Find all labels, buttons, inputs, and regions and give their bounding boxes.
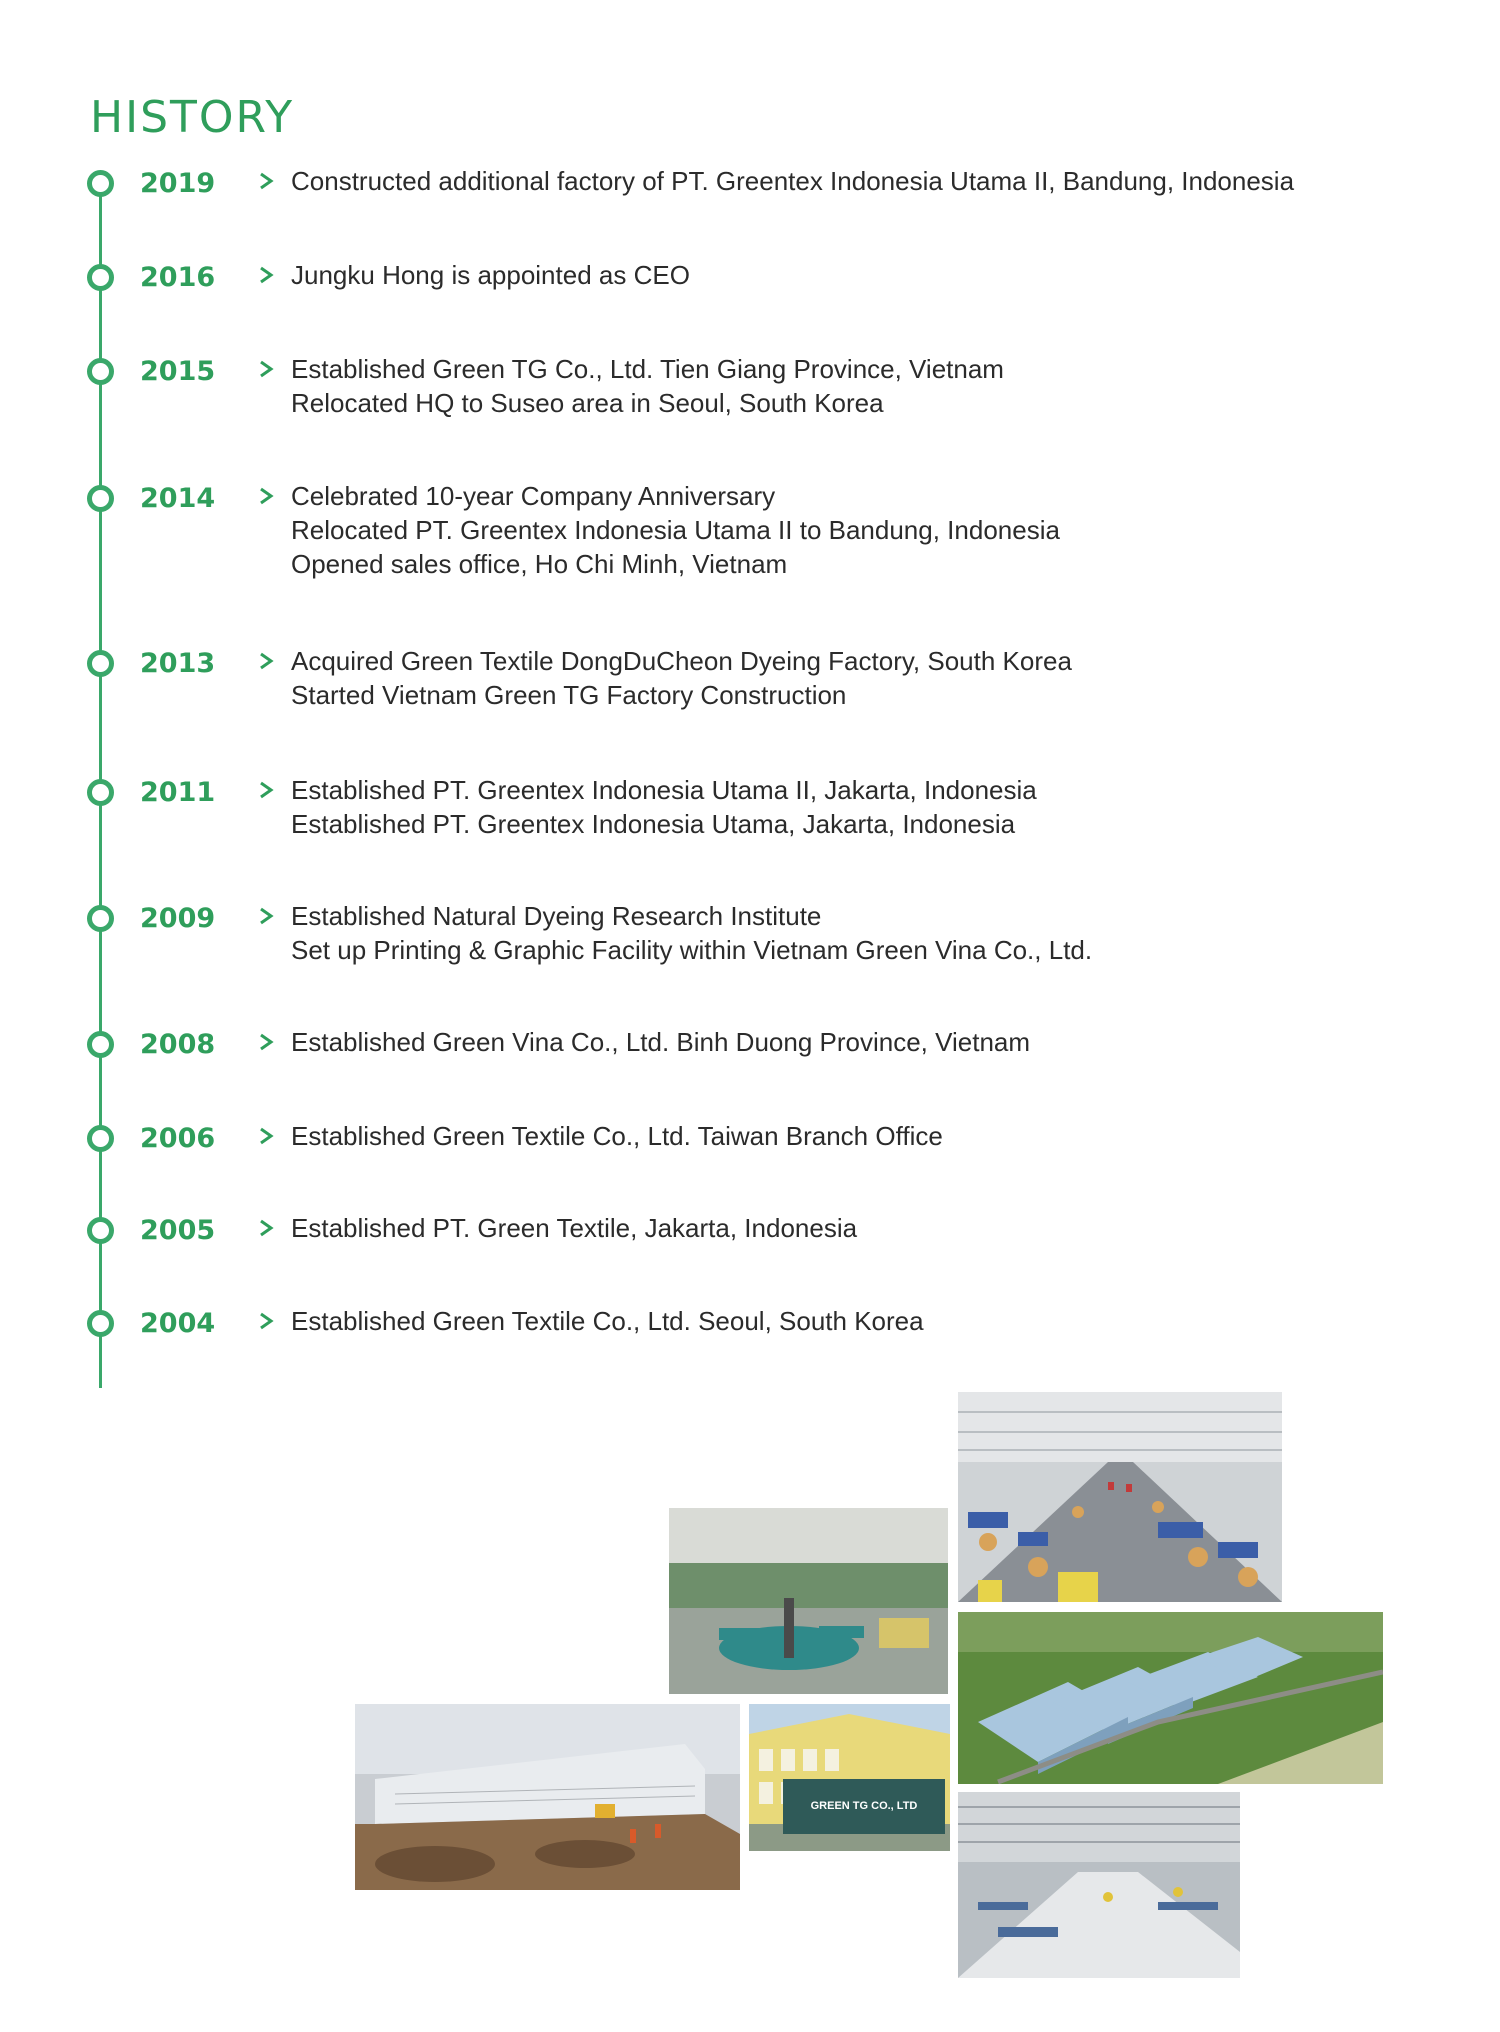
timeline-description: [291, 773, 1037, 841]
timeline-description-line: Started Vietnam Green TG Factory Construction: [291, 680, 847, 710]
timeline-description-line: Established PT. Greentex Indonesia Utama, Jakarta, Indonesia: [291, 809, 1016, 839]
timeline-description-line: Celebrated 10-year Company Anniversary: [291, 481, 776, 511]
timeline-node-icon: [87, 1217, 114, 1244]
chevron-right-icon: [258, 359, 274, 379]
chevron-right-icon: [258, 265, 274, 285]
photo-green-tg-office: [749, 1704, 950, 1851]
timeline-node-icon: [87, 1310, 114, 1337]
timeline-description: [291, 644, 1072, 712]
timeline-node-icon: [87, 779, 114, 806]
timeline-node-icon: [87, 485, 114, 512]
chevron-right-icon: [258, 1032, 274, 1052]
timeline-description-line: Established Green Textile Co., Ltd. Taiwan Branch Office: [291, 1121, 943, 1151]
chevron-right-icon: [258, 780, 274, 800]
timeline-description-line: Constructed additional factory of PT. Greentex Indonesia Utama II, Bandung, Indonesia: [291, 166, 1295, 196]
timeline-node-icon: [87, 650, 114, 677]
timeline-year: 2006: [140, 1123, 216, 1154]
timeline-year: 2014: [140, 483, 216, 514]
timeline-year: 2015: [140, 356, 216, 387]
timeline-node-icon: [87, 264, 114, 291]
timeline-node-icon: [87, 358, 114, 385]
page-title: HISTORY: [90, 92, 295, 143]
timeline-year: 2009: [140, 903, 216, 934]
timeline-year: 2004: [140, 1308, 216, 1339]
photo-factory-aerial: [958, 1612, 1383, 1784]
timeline-description-line: Relocated PT. Greentex Indonesia Utama II to Bandung, Indonesia: [291, 515, 1060, 545]
timeline-description-line: Established Natural Dyeing Research Institute: [291, 901, 822, 931]
timeline-year: 2008: [140, 1029, 216, 1060]
timeline-description: [291, 1304, 924, 1338]
chevron-right-icon: [258, 906, 274, 926]
timeline-node-icon: [87, 170, 114, 197]
timeline-year: 2016: [140, 262, 216, 293]
timeline-description-line: Set up Printing & Graphic Facility within Vietnam Green Vina Co., Ltd.: [291, 935, 1093, 965]
timeline-description-line: Established Green Textile Co., Ltd. Seoul, South Korea: [291, 1306, 924, 1336]
timeline-node-icon: [87, 1125, 114, 1152]
timeline-description-line: Established PT. Green Textile, Jakarta, Indonesia: [291, 1213, 858, 1243]
chevron-right-icon: [258, 1218, 274, 1238]
timeline-description-line: Established Green Vina Co., Ltd. Binh Duong Province, Vietnam: [291, 1027, 1031, 1057]
timeline-year: 2011: [140, 777, 216, 808]
office-sign-text: GREEN TG CO., LTD: [810, 1800, 918, 1812]
timeline-description: [291, 479, 1060, 581]
timeline-year: 2005: [140, 1215, 216, 1246]
chevron-right-icon: [258, 1311, 274, 1331]
timeline-description: [291, 164, 1294, 198]
photo-factory-interior: [958, 1792, 1240, 1978]
timeline-description: [291, 352, 1004, 420]
timeline-description-line: Opened sales office, Ho Chi Minh, Vietnam: [291, 549, 788, 579]
timeline-description-line: Established PT. Greentex Indonesia Utama II, Jakarta, Indonesia: [291, 775, 1037, 805]
timeline-node-icon: [87, 1031, 114, 1058]
timeline-description-line: Jungku Hong is appointed as CEO: [291, 260, 690, 290]
timeline-year: 2013: [140, 648, 216, 679]
timeline-description: [291, 1211, 857, 1245]
photo-construction-site: [355, 1704, 740, 1890]
timeline-description-line: Established Green TG Co., Ltd. Tien Giang Province, Vietnam: [291, 354, 1004, 384]
chevron-right-icon: [258, 651, 274, 671]
chevron-right-icon: [258, 171, 274, 191]
timeline-description: [291, 1119, 943, 1153]
chevron-right-icon: [258, 1126, 274, 1146]
photo-sewing-floor: [958, 1392, 1282, 1602]
chevron-right-icon: [258, 486, 274, 506]
timeline-description-line: Acquired Green Textile DongDuCheon Dyeing Factory, South Korea: [291, 646, 1072, 676]
timeline-description: [291, 899, 1092, 967]
timeline-node-icon: [87, 905, 114, 932]
timeline-description: [291, 1025, 1030, 1059]
photo-printing-facility: [669, 1508, 948, 1694]
timeline-year: 2019: [140, 168, 216, 199]
timeline-description-line: Relocated HQ to Suseo area in Seoul, South Korea: [291, 388, 884, 418]
timeline-description: [291, 258, 690, 292]
